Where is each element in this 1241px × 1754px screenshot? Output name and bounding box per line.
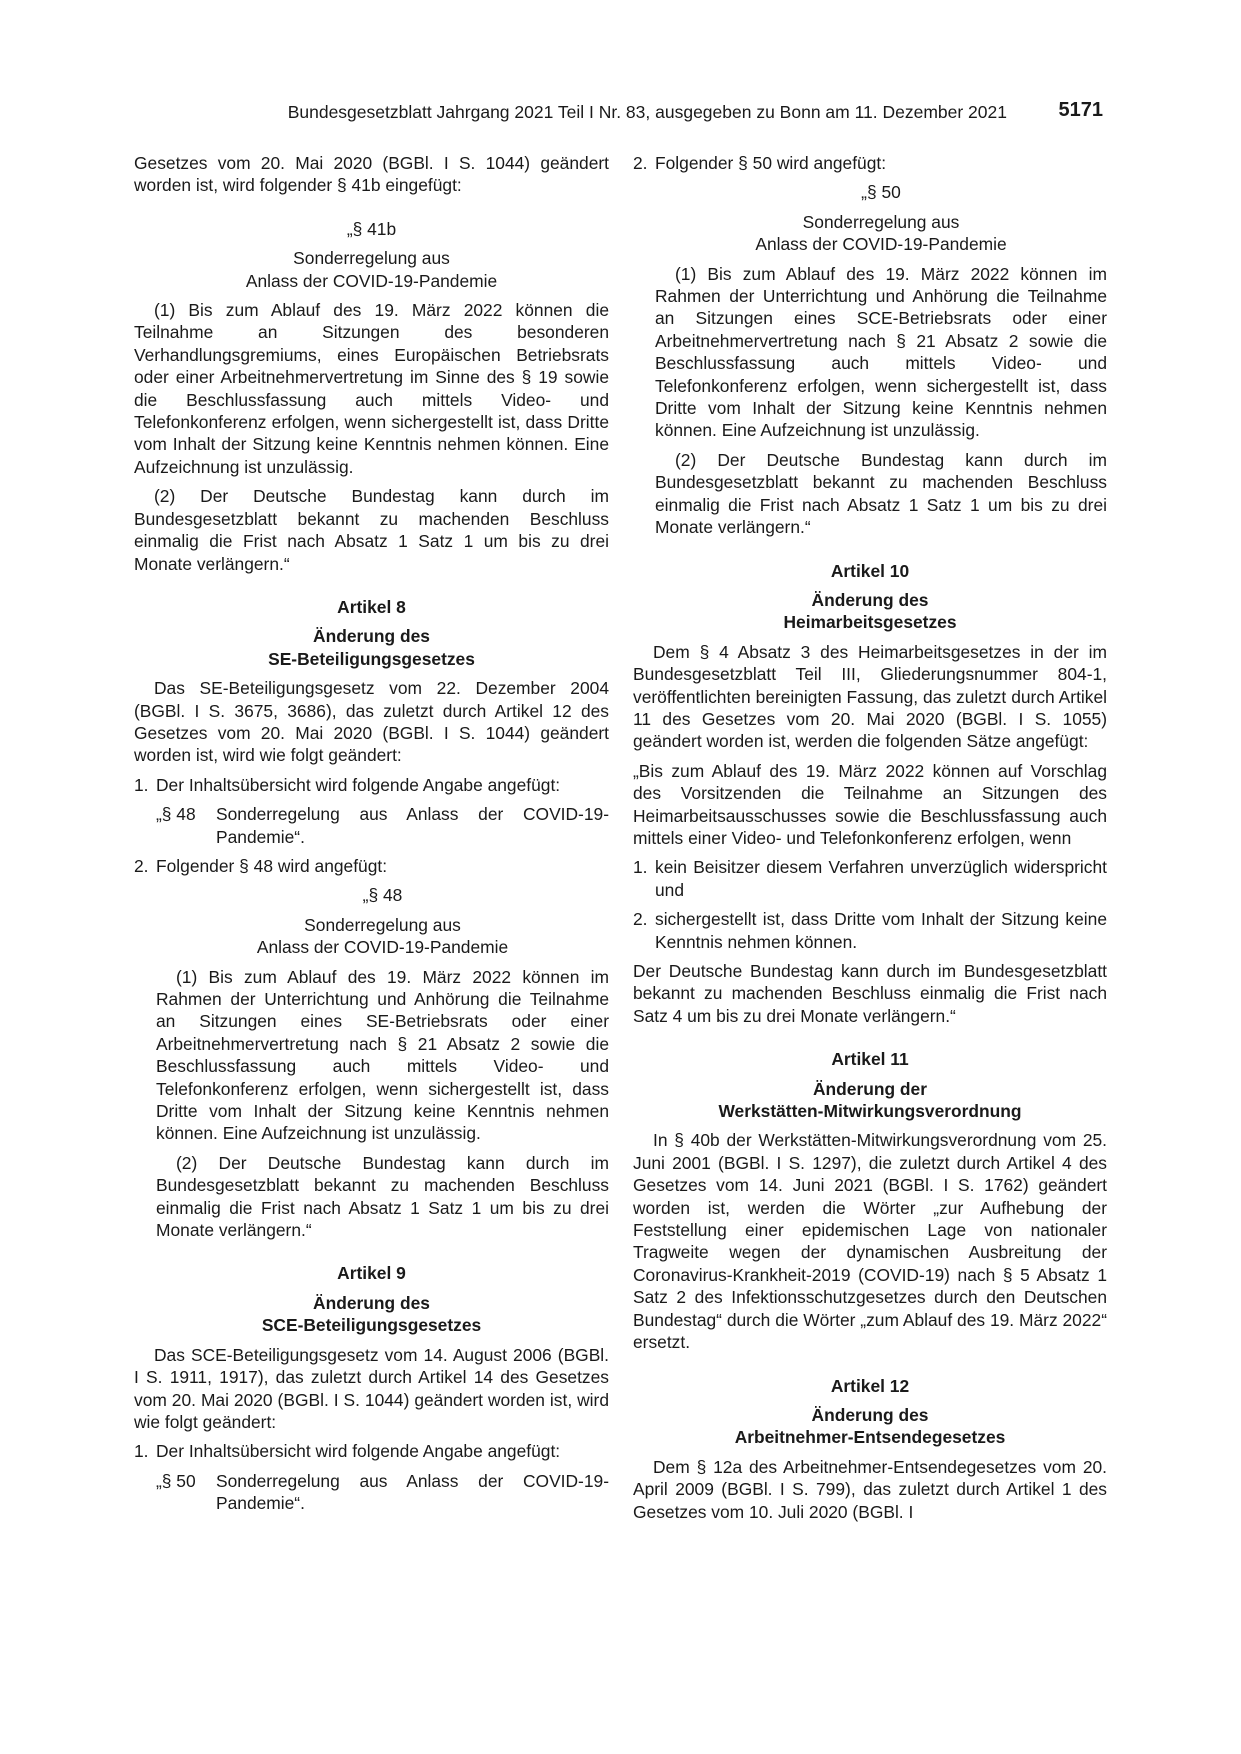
list-item <box>633 908 1107 953</box>
page-number: 5171 <box>1058 99 1103 121</box>
article-title-line: Änderung des <box>313 626 430 647</box>
list-number: 1. <box>134 1441 149 1462</box>
article-title-line: Heimarbeitsgesetzes <box>783 612 957 633</box>
article-title-line: Änderung des <box>811 589 929 610</box>
paragraph: (2) Der Deutsche Bundestag kann durch im Bundesgesetzblatt bekannt zu machenden Beschluss einmalig die Frist nach Absatz 1 Satz 1 um bis zu drei Monate verlängern.“ <box>134 486 609 574</box>
list-text: kein Beisitzer diesem Verfahren unverzüglich widerspricht und <box>655 857 1107 900</box>
quoted-entry-number: „§ 48 <box>156 804 196 825</box>
section-heading: „§ 41b <box>346 218 397 239</box>
list-number: 2. <box>633 153 648 173</box>
right-column <box>633 152 1107 1530</box>
article-title-line: SCE-Beteiligungsgesetzes <box>261 1315 482 1336</box>
article-label: Artikel 10 <box>830 560 910 581</box>
paragraph: (2) Der Deutsche Bundestag kann durch im Bundesgesetzblatt bekannt zu machenden Beschluss einmalig die Frist nach Absatz 1 Satz 1 um bis zu drei Monate verlängern.“ <box>655 449 1107 538</box>
paragraph: (1) Bis zum Ablauf des 19. März 2022 können die Teilnahme an Sitzungen des besonderen Verhandlungsgremiums, eines Europäischen Betriebsrats oder einer Arbeitnehmervertretung im Sinne des § 19 sowie die Beschlussfassung auch mittels Video- und Telefonkonferenz erfolgen, wenn sichergestellt ist, dass Dritte vom Inhalt der Sitzung keine Kenntnis nehmen können. Eine Aufzeichnung ist unzulässig. <box>134 300 609 477</box>
quoted-text: „Bis zum Ablauf des 19. März 2022 können auf Vorschlag des Vorsitzenden die Teilnahme an Sitzungen des Heimarbeitsausschusses sowie die Beschlussfassung auch mittels einer Video- und Telefonkonferenz erfolgen, wenn <box>633 760 1107 848</box>
list-text: Der Inhaltsübersicht wird folgende Angabe angefügt: <box>156 1441 561 1462</box>
article-title-line: Werkstätten-Mitwirkungsverordnung <box>718 1101 1022 1122</box>
page-header <box>0 100 1241 124</box>
quoted-entry <box>134 803 609 848</box>
list-number: 1. <box>134 774 149 795</box>
paragraph: (1) Bis zum Ablauf des 19. März 2022 können im Rahmen der Unterrichtung und Anhörung die Teilnahme an Sitzungen eines SE-Betriebsrats oder einer Arbeitnehmervertretung nach § 21 Absatz 2 sowie die Beschlussfassung auch mittels Video- und Telefonkonferenz erfolgen, wenn sichergestellt ist, dass Dritte vom Inhalt der Sitzung keine Kenntnis nehmen können. Eine Aufzeichnung ist unzulässig. <box>156 966 609 1144</box>
article-title-line: Änderung der <box>812 1078 927 1099</box>
section-title-line: Anlass der COVID-19-Pandemie <box>245 270 498 291</box>
closing-paragraph: Der Deutsche Bundestag kann durch im Bundesgesetzblatt bekannt zu machenden Beschluss einmalig die Frist nach Satz 4 um bis zu drei Monate verlängern.“ <box>633 961 1107 1026</box>
section-title-line: Anlass der COVID-19-Pandemie <box>256 937 509 958</box>
article-title-line: Änderung des <box>313 1292 430 1313</box>
article-intro: Das SCE-Beteiligungsgesetz vom 14. August 2006 (BGBl. I S. 1911, 1917), das zuletzt durch Artikel 14 des Gesetzes vom 20. Mai 2020 (BGBl. I S. 1044) geändert worden ist, wird wie folgt geändert: <box>134 1344 609 1432</box>
quoted-entry-text: Sonderregelung aus Anlass der COVID-19-Pandemie“. <box>216 804 609 847</box>
list-text: sichergestellt ist, dass Dritte vom Inhalt der Sitzung keine Kenntnis nehmen können. <box>655 909 1107 952</box>
quoted-entry <box>134 1470 609 1515</box>
list-item <box>134 855 609 877</box>
inserted-section <box>633 181 1107 538</box>
list-item <box>633 152 1107 174</box>
list-item <box>134 1440 609 1462</box>
header-title: Bundesgesetzblatt Jahrgang 2021 Teil I Nr. 83, ausgegeben zu Bonn am 11. Dezember 2021 <box>287 102 1007 122</box>
article-label: Artikel 9 <box>337 1263 406 1284</box>
article-intro: Das SE-Beteiligungsgesetz vom 22. Dezember 2004 (BGBl. I S. 3675, 3686), das zuletzt durch Artikel 12 des Gesetzes vom 20. Mai 2020 (BGBl. I S. 1044) geändert worden ist, wird wie folgt geändert: <box>134 678 609 766</box>
list-number: 2. <box>134 855 149 876</box>
article-intro: Dem § 4 Absatz 3 des Heimarbeitsgesetzes in der im Bundesgesetzblatt Teil III, Gliederungsnummer 804-1, veröffentlichten bereinigten Fassung, das zuletzt durch Artikel 11 des Gesetzes vom 20. Mai 2020 (BGBl. I S. 1055) geändert worden ist, werden die folgenden Sätze angefügt: <box>633 641 1107 752</box>
list-item <box>633 856 1107 901</box>
section-title-line: Sonderregelung aus <box>802 211 960 232</box>
paragraph: (2) Der Deutsche Bundestag kann durch im Bundesgesetzblatt bekannt zu machenden Beschluss einmalig die Frist nach Absatz 1 Satz 1 um bis zu drei Monate verlängern.“ <box>156 1152 609 1241</box>
article-title-line: Änderung des <box>811 1404 929 1425</box>
list-number: 1. <box>633 857 648 878</box>
article-label: Artikel 8 <box>337 596 406 617</box>
section-title-line: Anlass der COVID-19-Pandemie <box>755 234 1007 255</box>
list-text: Folgender § 50 wird angefügt: <box>655 153 887 173</box>
section-heading: „§ 50 <box>861 182 901 203</box>
list-number: 2. <box>633 909 648 930</box>
paragraph: (1) Bis zum Ablauf des 19. März 2022 können im Rahmen der Unterrichtung und Anhörung die Teilnahme an Sitzungen eines SCE-Betriebsrats oder einer Arbeitnehmervertretung nach § 21 Absatz 2 sowie die Beschlussfassung auch mittels Video- und Telefonkonferenz erfolgen, wenn sichergestellt ist, dass Dritte vom Inhalt der Sitzung keine Kenntnis nehmen können. Eine Aufzeichnung ist unzulässig. <box>655 263 1107 441</box>
section-title-line: Sonderregelung aus <box>304 914 461 935</box>
article-title-line: SE-Beteiligungsgesetzes <box>268 648 475 669</box>
article-title-line: Arbeitnehmer-Entsendegesetzes <box>734 1427 1006 1448</box>
section-title-line: Sonderregelung aus <box>293 248 450 269</box>
article-text: Dem § 12a des Arbeitnehmer-Entsendegesetzes vom 20. April 2009 (BGBl. I S. 799), das zuletzt durch Artikel 1 des Gesetzes vom 10. Juli 2020 (BGBl. I <box>633 1456 1107 1522</box>
article-label: Artikel 12 <box>830 1375 910 1396</box>
article-text: In § 40b der Werkstätten-Mitwirkungsverordnung vom 25. Juni 2001 (BGBl. I S. 1297), die zuletzt durch Artikel 4 des Gesetzes vom 14. Juni 2021 (BGBl. I S. 1762) geändert worden ist, werden die Wörter „zur Aufhebung der Feststellung einer epidemischen Lage von nationaler Tragweite wegen der dynamischen Ausbreitung der Coronavirus-Krankheit-2019 (COVID-19) nach § 5 Absatz 1 Satz 2 des Infektionsschutzgesetzes durch den Deutschen Bundestag“ durch die Wörter „zum Ablauf des 19. März 2022“ ersetzt. <box>633 1130 1107 1353</box>
quoted-entry-text: Sonderregelung aus Anlass der COVID-19-Pandemie“. <box>216 1470 609 1514</box>
quoted-entry-number: „§ 50 <box>156 1470 196 1491</box>
list-item <box>134 774 609 796</box>
intro-paragraph: Gesetzes vom 20. Mai 2020 (BGBl. I S. 1044) geändert worden ist, wird folgender § 41b eingefügt: <box>134 153 609 196</box>
section-heading: „§ 48 <box>362 885 403 906</box>
left-column <box>134 152 609 1522</box>
inserted-section <box>134 884 609 1241</box>
list-text: Folgender § 48 wird angefügt: <box>156 855 388 876</box>
article-label: Artikel 11 <box>831 1049 909 1070</box>
list-text: Der Inhaltsübersicht wird folgende Angabe angefügt: <box>156 774 561 795</box>
